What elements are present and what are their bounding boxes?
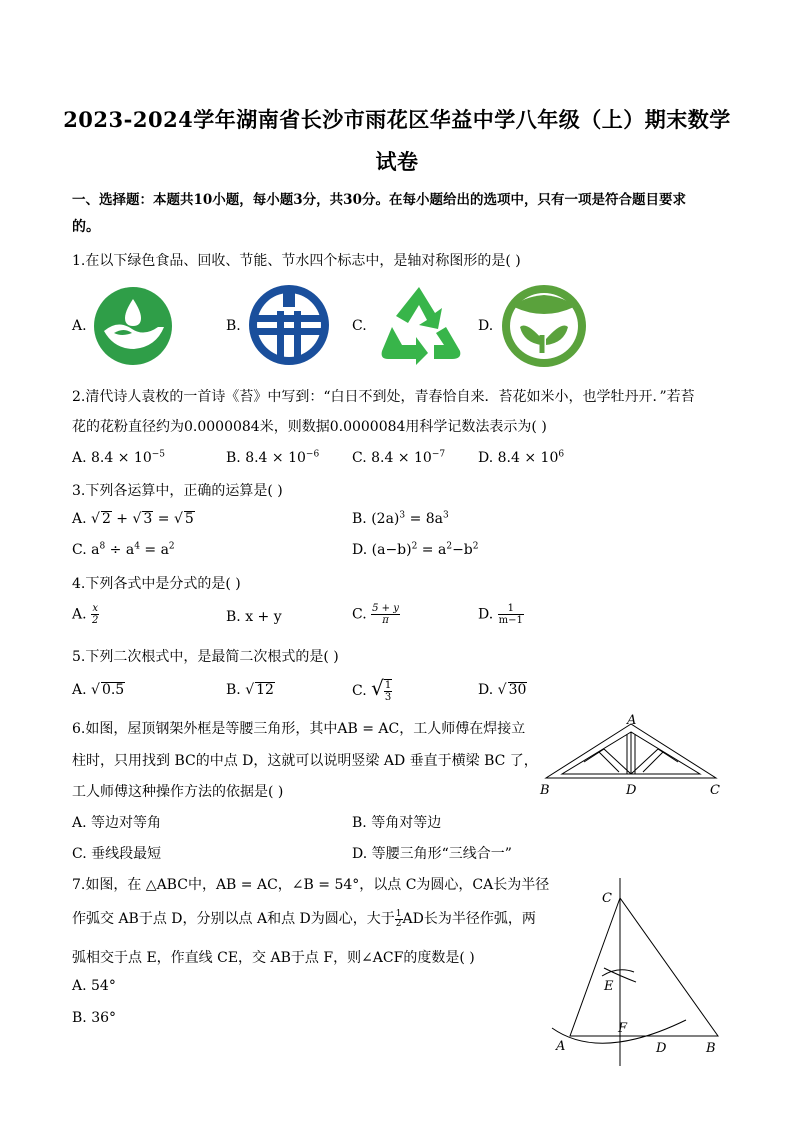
recycle-logo-icon [372,283,466,367]
q7-stem-line3: 弧相交于点 E，作直线 CE，交 AB于点 F，则∠ACF的度数是( ) [72,950,475,966]
q6-stem-line2: 柱时，只用找到 BC的中点 D，这就可以说明竖梁 AD 垂直于横梁 BC 了， [72,753,538,769]
q4-option-b: B. x + y [226,609,282,625]
q2-option-a: A. $8.4 \times 10^{-5}$ [72,449,166,466]
fig7-label-a: A [556,1039,566,1054]
q1-option-a-label: A. [72,318,87,334]
green-food-logo-icon [92,285,174,367]
q1-option-d-label: D. [478,318,494,334]
q3-option-d: D. $(a-b)^2 = a^2-b^2$ [352,541,479,558]
q7-option-a: A. 54° [72,978,116,994]
q5-option-b: B. √ 12 [226,682,274,698]
fig7-label-c: C [602,891,612,906]
q5-option-c: C. √ $\frac{1}{3}$ [352,676,392,703]
q6-option-a: A. 等边对等角 [72,815,162,831]
q3-option-b: B. $(2a)^3 = 8a^3$ [352,510,449,527]
q2-option-d: D. $8.4 \times 10^6$ [478,449,565,466]
section-heading: 一、选择题：本题共10小题，每小题3分，共30分。在每小题给出的选项中，只有一项是符合题目要求 [72,192,686,208]
fig6-label-a: A [627,713,637,728]
section-heading-cont: 的。 [72,219,100,235]
q3-stem: 3.下列各运算中，正确的运算是( ) [72,483,283,499]
exam-title-line2: 试卷 [375,149,419,174]
q1-option-c-label: C. [352,318,367,334]
q3-option-c: C. $a^8 \div a^4 = a^2$ [72,541,175,558]
q4-stem: 4.下列各式中是分式的是( ) [72,576,241,592]
triangle-construction-figure [540,876,730,1070]
q6-stem-line1: 6.如图，屋顶钢架外框是等腰三角形，其中AB = AC，工人师傅在焊接立 [72,721,526,737]
q1-stem: 1.在以下绿色食品、回收、节能、节水四个标志中，是轴对称图形的是( ) [72,253,521,269]
q1-option-b-label: B. [226,318,241,334]
q6-stem-line3: 工人师傅这种操作方法的依据是( ) [72,784,284,800]
q5-option-d: D. √ 30 [478,682,527,698]
q2-stem-line1: 2.清代诗人袁枚的一首诗《苔》中写到：“白日不到处，青春恰自来．苔花如米小，也学牡丹开．”若苔 [72,389,695,405]
q2-option-b: B. $8.4 \times 10^{-6}$ [226,449,320,466]
q7-stem-line1: 7.如图，在 △ABC中，AB = AC，∠B = 54°，以点 C为圆心，CA长为半径 [72,877,550,893]
q5-option-a: A. √ 0.5 [72,682,125,698]
q4-option-a: A. $\frac{x}{2}$ [72,603,99,626]
energy-saving-logo-icon [247,283,331,367]
fig7-label-d: D [656,1041,667,1056]
fig6-label-b: B [540,783,550,798]
exam-title-line1: 2023-2024学年湖南省长沙市雨花区华益中学八年级（上）期末数学 [63,107,731,132]
q6-option-b: B. 等角对等边 [352,815,442,831]
q7-option-b: B. 36° [72,1010,117,1026]
water-saving-logo-icon [500,283,588,369]
q4-option-d: D. $\frac{1}{m-1}$ [478,603,523,626]
fig6-label-d: D [626,783,637,798]
roof-truss-figure [534,712,728,800]
q2-stem-line2: 花的花粉直径约为0.0000084米，则数据0.0000084用科学记数法表示为( ) [72,419,547,435]
fig6-label-c: C [710,783,720,798]
q7-stem-line2: 作弧交 AB于点 D，分别以点 A和点 D为圆心，大于 $\frac{1}{2}$ AD长为半径作弧，两 [72,908,536,929]
q4-option-c: C. $\frac{5 + y}{\pi}$ [352,603,399,626]
fig7-label-e: E [604,979,614,994]
fig7-label-b: B [706,1041,716,1056]
q6-option-d: D. 等腰三角形“三线合一” [352,846,512,862]
fig7-label-f: F [618,1021,628,1036]
q3-option-a: A. √ 2 + √ 3 = √ 5 [72,511,194,527]
q2-option-c: C. $8.4 \times 10^{-7}$ [352,449,446,466]
q6-option-c: C. 垂线段最短 [72,846,162,862]
q5-stem: 5.下列二次根式中，是最简二次根式的是( ) [72,649,339,665]
